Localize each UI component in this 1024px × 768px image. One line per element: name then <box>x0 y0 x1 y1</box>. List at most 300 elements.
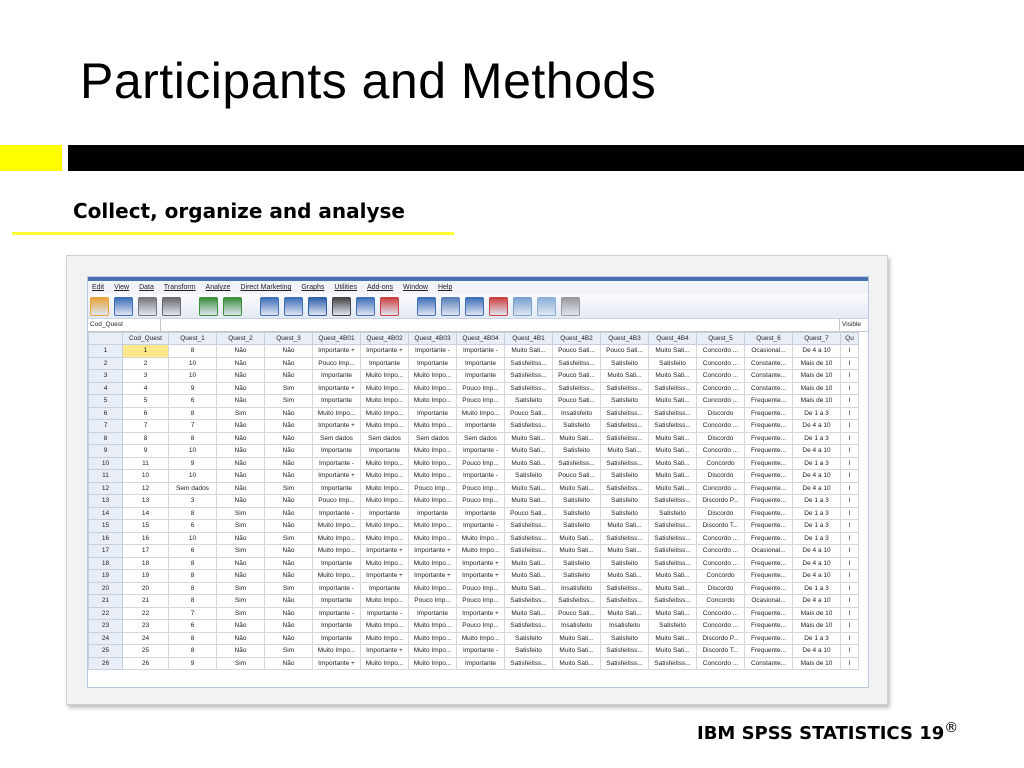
data-cell[interactable]: Muito Impo... <box>361 457 409 470</box>
data-cell[interactable]: Muito Sati... <box>505 445 553 458</box>
data-cell[interactable]: Não <box>217 382 265 395</box>
data-cell[interactable]: Importante <box>361 445 409 458</box>
column-header[interactable]: Quest_3 <box>265 333 313 345</box>
data-cell[interactable]: Muito Sati... <box>649 607 697 620</box>
data-cell[interactable]: De 1 a 3 <box>793 495 841 508</box>
data-cell[interactable]: Concordo ... <box>697 545 745 558</box>
data-cell[interactable]: 7 <box>123 420 169 433</box>
data-cell[interactable]: 9 <box>169 657 217 670</box>
data-cell[interactable]: Ocasional... <box>745 345 793 358</box>
data-cell[interactable]: 1 <box>123 345 169 358</box>
data-cell[interactable]: 13 <box>123 495 169 508</box>
data-cell[interactable]: 4 <box>123 382 169 395</box>
data-cell[interactable]: Muito Sati... <box>649 457 697 470</box>
data-cell[interactable]: Satisfeitiss... <box>649 595 697 608</box>
data-cell[interactable]: Importante <box>313 445 361 458</box>
data-cell[interactable]: Satisfeitiss... <box>505 657 553 670</box>
data-cell[interactable]: De 1 a 3 <box>793 457 841 470</box>
data-cell[interactable]: Concordo <box>697 595 745 608</box>
data-cell[interactable]: Satisfeito <box>553 420 601 433</box>
data-cell[interactable]: Muito Impo... <box>409 620 457 633</box>
data-cell[interactable]: Mais de 10 <box>793 607 841 620</box>
data-cell[interactable]: Muito Impo... <box>313 570 361 583</box>
data-cell[interactable]: Satisfeito <box>505 395 553 408</box>
menu-item-add-ons[interactable]: Add-ons <box>366 284 394 291</box>
data-cell[interactable]: Constante... <box>745 370 793 383</box>
data-cell[interactable]: Sem dados <box>409 432 457 445</box>
data-cell[interactable]: I <box>841 407 859 420</box>
column-header[interactable]: Quest_4B02 <box>361 333 409 345</box>
row-number[interactable]: 16 <box>89 532 123 545</box>
data-cell[interactable]: Muito Sati... <box>601 545 649 558</box>
data-cell[interactable]: Satisfeitiss... <box>505 420 553 433</box>
row-number[interactable]: 18 <box>89 557 123 570</box>
data-cell[interactable]: 6 <box>123 407 169 420</box>
data-cell[interactable]: Importante - <box>409 345 457 358</box>
cell-value-editor[interactable] <box>161 319 839 331</box>
data-cell[interactable]: Muito Impo... <box>409 582 457 595</box>
dialog-recall-icon[interactable] <box>162 297 181 316</box>
column-header[interactable]: Quest_4B1 <box>505 333 553 345</box>
data-cell[interactable]: Importante <box>457 370 505 383</box>
data-cell[interactable]: Pouco Imp... <box>457 495 505 508</box>
row-number[interactable]: 14 <box>89 507 123 520</box>
data-cell[interactable]: Muito Sati... <box>649 470 697 483</box>
data-cell[interactable]: Sem dados <box>313 432 361 445</box>
data-cell[interactable]: Mais de 10 <box>793 395 841 408</box>
data-cell[interactable]: Satisfeito <box>505 645 553 658</box>
data-cell[interactable]: Satisfeitiss... <box>505 620 553 633</box>
row-number[interactable]: 22 <box>89 607 123 620</box>
data-cell[interactable]: 6 <box>169 545 217 558</box>
data-cell[interactable]: Satisfeitiss... <box>649 420 697 433</box>
data-cell[interactable]: Não <box>265 520 313 533</box>
data-cell[interactable]: Importante <box>313 557 361 570</box>
data-cell[interactable]: De 4 a 10 <box>793 345 841 358</box>
data-cell[interactable]: Não <box>217 445 265 458</box>
data-cell[interactable]: Satisfeitiss... <box>601 595 649 608</box>
data-cell[interactable]: Pouco Sati... <box>601 345 649 358</box>
data-cell[interactable]: Muito Sati... <box>505 432 553 445</box>
data-cell[interactable]: Não <box>265 657 313 670</box>
data-cell[interactable]: Não <box>265 495 313 508</box>
data-cell[interactable]: Não <box>265 370 313 383</box>
data-cell[interactable]: Concordo ... <box>697 395 745 408</box>
column-header[interactable]: Quest_5 <box>697 333 745 345</box>
variables-icon[interactable] <box>308 297 327 316</box>
row-number[interactable]: 24 <box>89 632 123 645</box>
data-cell[interactable]: Sim <box>265 582 313 595</box>
data-cell[interactable]: Satisfeitiss... <box>553 382 601 395</box>
data-cell[interactable]: 19 <box>123 570 169 583</box>
data-cell[interactable]: Sim <box>265 395 313 408</box>
data-cell[interactable]: Sim <box>217 607 265 620</box>
row-number[interactable]: 5 <box>89 395 123 408</box>
column-header[interactable]: Quest_4B2 <box>553 333 601 345</box>
data-cell[interactable]: De 4 a 10 <box>793 570 841 583</box>
data-cell[interactable]: Importante - <box>457 445 505 458</box>
data-cell[interactable]: I <box>841 432 859 445</box>
data-cell[interactable]: Muito Impo... <box>313 407 361 420</box>
data-cell[interactable]: Satisfeito <box>553 495 601 508</box>
data-cell[interactable]: Mais de 10 <box>793 357 841 370</box>
data-cell[interactable]: Satisfeitiss... <box>601 582 649 595</box>
data-cell[interactable]: Não <box>265 432 313 445</box>
data-cell[interactable]: 9 <box>123 445 169 458</box>
data-cell[interactable]: Satisfeitiss... <box>649 382 697 395</box>
data-cell[interactable]: 25 <box>123 645 169 658</box>
data-cell[interactable]: Muito Impo... <box>409 495 457 508</box>
row-number[interactable]: 11 <box>89 470 123 483</box>
data-cell[interactable]: Ocasional... <box>745 595 793 608</box>
data-cell[interactable]: Satisfeitiss... <box>649 520 697 533</box>
data-cell[interactable]: 8 <box>169 557 217 570</box>
data-cell[interactable]: Sem dados <box>457 432 505 445</box>
row-number[interactable]: 10 <box>89 457 123 470</box>
data-cell[interactable]: Pouco Imp... <box>457 620 505 633</box>
data-cell[interactable]: Muito Sati... <box>505 482 553 495</box>
data-cell[interactable]: 18 <box>123 557 169 570</box>
data-cell[interactable]: Não <box>217 370 265 383</box>
data-cell[interactable]: I <box>841 545 859 558</box>
data-cell[interactable]: Importante + <box>457 557 505 570</box>
find-icon[interactable] <box>332 297 351 316</box>
data-cell[interactable]: Muito Sati... <box>553 632 601 645</box>
data-cell[interactable]: I <box>841 532 859 545</box>
data-cell[interactable]: Mais de 10 <box>793 370 841 383</box>
data-cell[interactable]: Satisfeitiss... <box>649 545 697 558</box>
data-cell[interactable]: I <box>841 357 859 370</box>
data-cell[interactable]: Importante + <box>409 545 457 558</box>
data-cell[interactable]: Satisfeito <box>649 507 697 520</box>
data-cell[interactable]: Não <box>265 570 313 583</box>
grid-corner[interactable] <box>89 333 123 345</box>
data-cell[interactable]: Satisfeitiss... <box>553 595 601 608</box>
data-cell[interactable]: Constante... <box>745 657 793 670</box>
print-icon[interactable] <box>138 297 157 316</box>
data-cell[interactable]: Discordo <box>697 407 745 420</box>
row-number[interactable]: 2 <box>89 357 123 370</box>
row-number[interactable]: 26 <box>89 657 123 670</box>
data-cell[interactable]: 8 <box>123 432 169 445</box>
data-cell[interactable]: Frequente... <box>745 445 793 458</box>
data-cell[interactable]: Muito Sati... <box>649 395 697 408</box>
column-header[interactable]: Quest_4B03 <box>409 333 457 345</box>
data-cell[interactable]: Concordo <box>697 570 745 583</box>
data-cell[interactable]: Muito Impo... <box>409 532 457 545</box>
data-cell[interactable]: 8 <box>169 645 217 658</box>
data-cell[interactable]: Sim <box>265 382 313 395</box>
data-cell[interactable]: De 1 a 3 <box>793 407 841 420</box>
data-cell[interactable]: Muito Impo... <box>361 482 409 495</box>
column-header[interactable]: Quest_4B04 <box>457 333 505 345</box>
data-cell[interactable]: Satisfeito <box>601 495 649 508</box>
row-number[interactable]: 21 <box>89 595 123 608</box>
data-cell[interactable]: Não <box>217 632 265 645</box>
data-cell[interactable]: 8 <box>169 345 217 358</box>
data-cell[interactable]: Frequente... <box>745 557 793 570</box>
data-cell[interactable]: I <box>841 645 859 658</box>
data-cell[interactable]: Muito Impo... <box>361 470 409 483</box>
data-cell[interactable]: Concordo ... <box>697 607 745 620</box>
data-cell[interactable]: Muito Impo... <box>313 520 361 533</box>
data-cell[interactable]: Pouco Sati... <box>553 607 601 620</box>
data-cell[interactable]: Muito Sati... <box>649 445 697 458</box>
data-cell[interactable]: 10 <box>169 357 217 370</box>
data-cell[interactable]: Importante - <box>457 520 505 533</box>
data-cell[interactable]: Muito Impo... <box>361 407 409 420</box>
data-cell[interactable]: I <box>841 445 859 458</box>
data-cell[interactable]: Muito Impo... <box>361 382 409 395</box>
data-cell[interactable]: Satisfeitiss... <box>505 382 553 395</box>
data-cell[interactable]: Sim <box>217 595 265 608</box>
data-cell[interactable]: Muito Impo... <box>409 632 457 645</box>
data-cell[interactable]: Concordo ... <box>697 420 745 433</box>
save-icon[interactable] <box>114 297 133 316</box>
data-cell[interactable]: Muito Impo... <box>361 632 409 645</box>
use-sets-icon[interactable] <box>513 297 532 316</box>
column-header[interactable]: Quest_7 <box>793 333 841 345</box>
data-cell[interactable]: I <box>841 557 859 570</box>
data-cell[interactable]: Importante <box>361 357 409 370</box>
data-cell[interactable]: Frequente... <box>745 632 793 645</box>
data-cell[interactable]: Importante <box>409 407 457 420</box>
weight-cases-icon[interactable] <box>441 297 460 316</box>
data-cell[interactable]: Satisfeitiss... <box>505 595 553 608</box>
data-cell[interactable]: Importante - <box>313 457 361 470</box>
redo-icon[interactable] <box>223 297 242 316</box>
data-cell[interactable]: Mais de 10 <box>793 382 841 395</box>
data-cell[interactable]: Não <box>265 607 313 620</box>
data-cell[interactable]: Sim <box>265 482 313 495</box>
data-cell[interactable]: Mais de 10 <box>793 657 841 670</box>
data-cell[interactable]: Discordo <box>697 582 745 595</box>
data-cell[interactable]: I <box>841 520 859 533</box>
row-number[interactable]: 13 <box>89 495 123 508</box>
data-cell[interactable]: Frequente... <box>745 645 793 658</box>
data-cell[interactable]: Pouco Sati... <box>505 507 553 520</box>
data-cell[interactable]: Muito Sati... <box>553 482 601 495</box>
data-cell[interactable]: Frequente... <box>745 520 793 533</box>
data-cell[interactable]: Sim <box>217 407 265 420</box>
data-cell[interactable]: Satisfeitiss... <box>505 545 553 558</box>
data-cell[interactable]: Muito Sati... <box>649 370 697 383</box>
data-cell[interactable]: 3 <box>169 495 217 508</box>
insert-cases-icon[interactable] <box>356 297 375 316</box>
goto-variable-icon[interactable] <box>284 297 303 316</box>
data-cell[interactable]: I <box>841 595 859 608</box>
menu-item-help[interactable]: Help <box>437 284 453 291</box>
data-cell[interactable]: Frequente... <box>745 507 793 520</box>
data-cell[interactable]: Frequente... <box>745 432 793 445</box>
data-cell[interactable]: Pouco Imp... <box>457 482 505 495</box>
data-cell[interactable]: Concordo ... <box>697 357 745 370</box>
data-cell[interactable]: Muito Sati... <box>553 532 601 545</box>
data-cell[interactable]: Importante + <box>313 657 361 670</box>
data-cell[interactable]: I <box>841 507 859 520</box>
data-cell[interactable]: Importante + <box>313 470 361 483</box>
data-cell[interactable]: Frequente... <box>745 420 793 433</box>
data-cell[interactable]: I <box>841 395 859 408</box>
data-cell[interactable]: Muito Impo... <box>361 620 409 633</box>
data-cell[interactable]: Satisfeito <box>601 357 649 370</box>
data-cell[interactable]: 10 <box>169 470 217 483</box>
data-cell[interactable]: Importante + <box>457 607 505 620</box>
data-cell[interactable]: Importante - <box>361 607 409 620</box>
data-cell[interactable]: Muito Sati... <box>553 545 601 558</box>
data-cell[interactable]: Muito Impo... <box>409 520 457 533</box>
data-cell[interactable]: Muito Impo... <box>313 545 361 558</box>
open-icon[interactable] <box>90 297 109 316</box>
data-cell[interactable]: Satisfeito <box>601 470 649 483</box>
data-cell[interactable]: Muito Sati... <box>649 482 697 495</box>
data-cell[interactable]: Importante <box>313 632 361 645</box>
data-cell[interactable]: Importante <box>457 420 505 433</box>
data-cell[interactable]: 7 <box>169 420 217 433</box>
data-cell[interactable]: Pouco Imp... <box>457 595 505 608</box>
data-cell[interactable]: I <box>841 420 859 433</box>
data-cell[interactable]: De 4 a 10 <box>793 557 841 570</box>
data-cell[interactable]: Muito Impo... <box>361 657 409 670</box>
menu-item-window[interactable]: Window <box>403 284 428 291</box>
data-cell[interactable]: Importante <box>313 370 361 383</box>
data-cell[interactable]: De 1 a 3 <box>793 632 841 645</box>
data-cell[interactable]: Muito Sati... <box>505 557 553 570</box>
data-cell[interactable]: Muito Sati... <box>649 632 697 645</box>
data-cell[interactable]: 20 <box>123 582 169 595</box>
data-cell[interactable]: De 1 a 3 <box>793 582 841 595</box>
data-cell[interactable]: Não <box>217 532 265 545</box>
data-cell[interactable]: Não <box>217 557 265 570</box>
data-cell[interactable]: I <box>841 470 859 483</box>
data-cell[interactable]: Importante - <box>313 507 361 520</box>
data-cell[interactable]: Muito Sati... <box>553 645 601 658</box>
data-cell[interactable]: Satisfeito <box>553 520 601 533</box>
data-cell[interactable]: 5 <box>123 395 169 408</box>
data-cell[interactable]: Importante + <box>409 570 457 583</box>
data-cell[interactable]: Sem dados <box>361 432 409 445</box>
data-cell[interactable]: Muito Sati... <box>505 345 553 358</box>
data-cell[interactable]: Importante + <box>313 382 361 395</box>
data-cell[interactable]: 15 <box>123 520 169 533</box>
data-cell[interactable]: Satisfeito <box>601 395 649 408</box>
data-cell[interactable]: Não <box>217 345 265 358</box>
data-cell[interactable]: Muito Sati... <box>505 607 553 620</box>
data-cell[interactable]: Pouco Imp... <box>457 382 505 395</box>
data-cell[interactable]: I <box>841 657 859 670</box>
column-header[interactable]: Quest_4B4 <box>649 333 697 345</box>
data-cell[interactable]: Não <box>217 420 265 433</box>
data-cell[interactable]: Insatisfeito <box>553 620 601 633</box>
data-cell[interactable]: Muito Impo... <box>409 382 457 395</box>
data-cell[interactable]: Frequente... <box>745 607 793 620</box>
data-cell[interactable]: Não <box>217 470 265 483</box>
data-cell[interactable]: 9 <box>169 457 217 470</box>
data-cell[interactable]: Satisfeitiss... <box>649 557 697 570</box>
data-cell[interactable]: Satisfeitiss... <box>601 482 649 495</box>
data-cell[interactable]: Importante <box>457 507 505 520</box>
data-cell[interactable]: Não <box>265 595 313 608</box>
data-cell[interactable]: Muito Impo... <box>409 457 457 470</box>
data-cell[interactable]: De 4 a 10 <box>793 470 841 483</box>
data-cell[interactable]: Satisfeito <box>553 507 601 520</box>
data-cell[interactable]: Muito Impo... <box>361 370 409 383</box>
data-cell[interactable]: Importante <box>457 357 505 370</box>
data-cell[interactable]: Pouco Imp... <box>409 482 457 495</box>
data-cell[interactable]: Muito Sati... <box>601 570 649 583</box>
data-cell[interactable]: Ocasional... <box>745 545 793 558</box>
row-number[interactable]: 17 <box>89 545 123 558</box>
data-cell[interactable]: Muito Sati... <box>601 520 649 533</box>
data-cell[interactable]: De 1 a 3 <box>793 532 841 545</box>
row-number[interactable]: 15 <box>89 520 123 533</box>
data-cell[interactable]: Muito Sati... <box>649 645 697 658</box>
data-cell[interactable]: De 4 a 10 <box>793 545 841 558</box>
data-cell[interactable]: Satisfeitiss... <box>601 457 649 470</box>
data-cell[interactable]: 23 <box>123 620 169 633</box>
data-cell[interactable]: Discordo T... <box>697 520 745 533</box>
data-cell[interactable]: 8 <box>169 582 217 595</box>
data-cell[interactable]: Não <box>217 570 265 583</box>
data-cell[interactable]: Sim <box>265 532 313 545</box>
data-cell[interactable]: Importante - <box>313 582 361 595</box>
data-cell[interactable]: Satisfeitiss... <box>505 520 553 533</box>
data-cell[interactable]: Mais de 10 <box>793 620 841 633</box>
data-cell[interactable]: Muito Impo... <box>457 632 505 645</box>
data-cell[interactable]: 21 <box>123 595 169 608</box>
data-cell[interactable]: Discordo P... <box>697 495 745 508</box>
data-cell[interactable]: Sim <box>217 545 265 558</box>
data-cell[interactable]: Discordo <box>697 507 745 520</box>
data-cell[interactable]: I <box>841 457 859 470</box>
row-number[interactable]: 23 <box>89 620 123 633</box>
data-cell[interactable]: Importante <box>409 507 457 520</box>
data-cell[interactable]: Importante + <box>313 420 361 433</box>
data-cell[interactable]: Muito Sati... <box>649 345 697 358</box>
data-cell[interactable]: Importante + <box>361 570 409 583</box>
data-cell[interactable]: 11 <box>123 457 169 470</box>
spell-check-icon[interactable] <box>561 297 580 316</box>
data-cell[interactable]: Não <box>265 545 313 558</box>
data-cell[interactable]: 24 <box>123 632 169 645</box>
data-cell[interactable]: Satisfeito <box>601 632 649 645</box>
data-cell[interactable]: Muito Impo... <box>313 532 361 545</box>
data-cell[interactable]: Importante - <box>457 345 505 358</box>
data-cell[interactable]: Muito Impo... <box>361 395 409 408</box>
data-cell[interactable]: Não <box>265 632 313 645</box>
data-cell[interactable]: Insatisfeito <box>553 582 601 595</box>
data-cell[interactable]: 10 <box>169 445 217 458</box>
row-number[interactable]: 8 <box>89 432 123 445</box>
data-cell[interactable]: 8 <box>169 507 217 520</box>
data-cell[interactable]: Satisfeitiss... <box>601 645 649 658</box>
show-sets-icon[interactable] <box>537 297 556 316</box>
row-number[interactable]: 9 <box>89 445 123 458</box>
data-cell[interactable]: Muito Impo... <box>457 532 505 545</box>
data-cell[interactable]: I <box>841 382 859 395</box>
undo-icon[interactable] <box>199 297 218 316</box>
data-cell[interactable]: I <box>841 482 859 495</box>
data-cell[interactable]: Frequente... <box>745 457 793 470</box>
data-cell[interactable]: Frequente... <box>745 395 793 408</box>
data-cell[interactable]: Não <box>265 557 313 570</box>
data-cell[interactable]: Satisfeitiss... <box>601 420 649 433</box>
data-cell[interactable]: Concordo ... <box>697 657 745 670</box>
data-cell[interactable]: Sim <box>217 520 265 533</box>
data-cell[interactable]: Insatisfeito <box>553 407 601 420</box>
split-file-icon[interactable] <box>417 297 436 316</box>
select-cases-icon[interactable] <box>465 297 484 316</box>
